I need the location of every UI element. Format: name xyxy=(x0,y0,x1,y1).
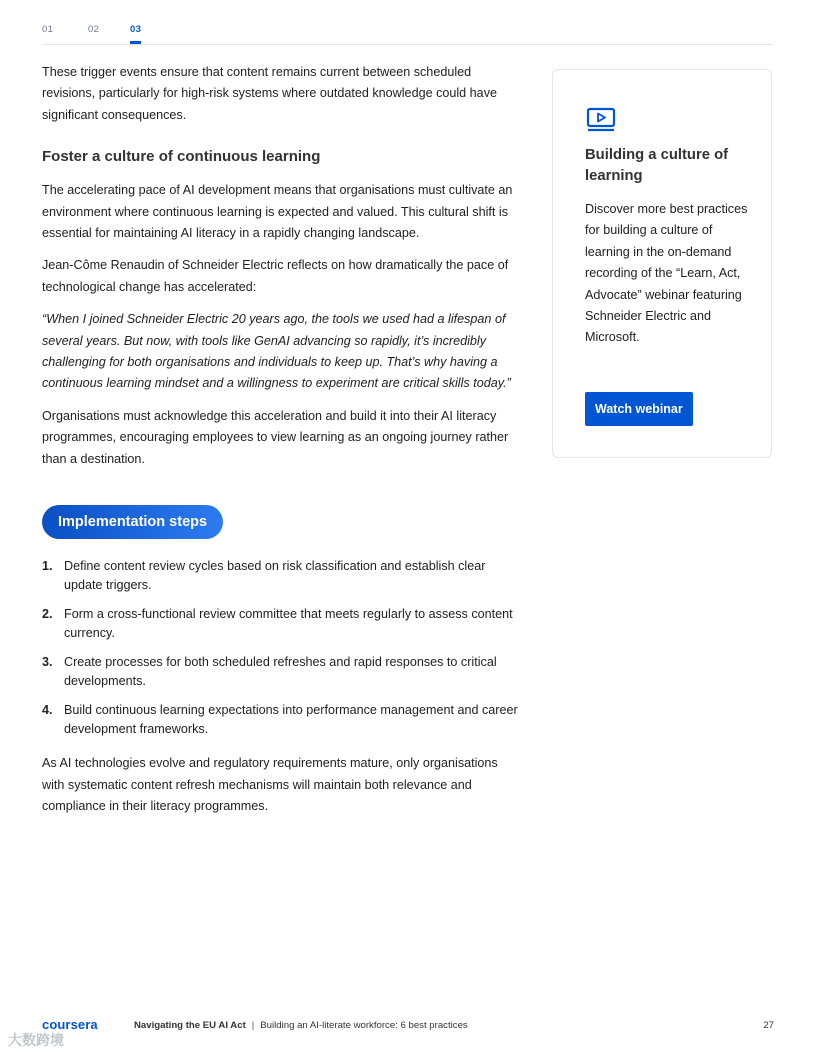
section-tabs xyxy=(42,24,773,45)
page-number: 27 xyxy=(763,1020,774,1031)
step-text: Form a cross-functional review committee that meets regularly to assess content currency. xyxy=(64,607,513,641)
step-number: 4. xyxy=(42,703,53,718)
quote: “When I joined Schneider Electric 20 years ago, the tools we used had a lifespan of several years. But now, with tools like GenAI advancing so rapidly, it’s incredibly challenging for both organisations and individuals to keep up. That’s why having a continuous learning mindset and a willingness to experiment are critical skills today.” xyxy=(42,312,511,391)
list-item xyxy=(42,557,522,595)
step-number: 2. xyxy=(42,607,53,622)
paragraph-renaudin: Jean-Côme Renaudin of Schneider Electric reflects on how dramatically the pace of technological change has accelerated: xyxy=(42,258,509,294)
section-title: Building an AI-literate workforce: 6 best practices xyxy=(260,1020,468,1031)
video-play-icon xyxy=(586,107,616,138)
card-title: Building a culture of learning xyxy=(585,147,729,184)
doc-title: Navigating the EU AI Act xyxy=(134,1020,246,1031)
footer-title xyxy=(134,1020,468,1031)
list-item xyxy=(42,701,522,739)
step-text: Create processes for both scheduled refreshes and rapid responses to critical developments. xyxy=(64,655,497,689)
watch-webinar-button[interactable]: Watch webinar xyxy=(585,392,693,426)
section-heading: Foster a culture of continuous learning xyxy=(42,148,321,166)
intro-paragraph: These trigger events ensure that content remains current between scheduled revisions, particularly for high-risk systems where outdated knowledge could have significant consequences. xyxy=(42,65,497,122)
webinar-card xyxy=(552,69,772,458)
step-number: 1. xyxy=(42,559,53,574)
implementation-steps-label: Implementation steps xyxy=(42,505,223,539)
watermark: 大数跨境 xyxy=(8,1032,64,1048)
step-text: Build continuous learning expectations into performance management and career development frameworks. xyxy=(64,703,518,737)
step-text: Define content review cycles based on risk classification and establish clear update triggers. xyxy=(64,559,486,593)
footer-separator: | xyxy=(251,1020,255,1031)
tab-02[interactable]: 02 xyxy=(88,24,100,35)
steps-list xyxy=(42,557,522,739)
card-body: Discover more best practices for building a culture of learning in the on-demand recording of the “Learn, Act, Advocate” webinar featuring Schneider Electric and Microsoft. xyxy=(585,202,748,345)
tab-01[interactable]: 01 xyxy=(42,24,54,35)
list-item xyxy=(42,605,522,643)
tab-03-active[interactable]: 03 xyxy=(130,24,142,35)
paragraph-pace: The accelerating pace of AI development means that organisations must cultivate an environment where continuous learning is expected and valued. This cultural shift is essential for maintaining AI literacy in a rapidly changing landscape. xyxy=(42,183,513,241)
main-content xyxy=(42,62,522,828)
step-number: 3. xyxy=(42,655,53,670)
list-item xyxy=(42,653,522,691)
paragraph-acknowledge: Organisations must acknowledge this acceleration and build it into their AI literacy programmes, encouraging employees to view learning as an ongoing journey rather than a destination. xyxy=(42,408,509,466)
page-footer xyxy=(0,1010,816,1056)
closing-paragraph: As AI technologies evolve and regulatory requirements mature, only organisations with systematic content refresh mechanisms will maintain both relevance and compliance in their literacy programmes. xyxy=(42,756,498,813)
coursera-logo: coursera xyxy=(42,1017,98,1032)
